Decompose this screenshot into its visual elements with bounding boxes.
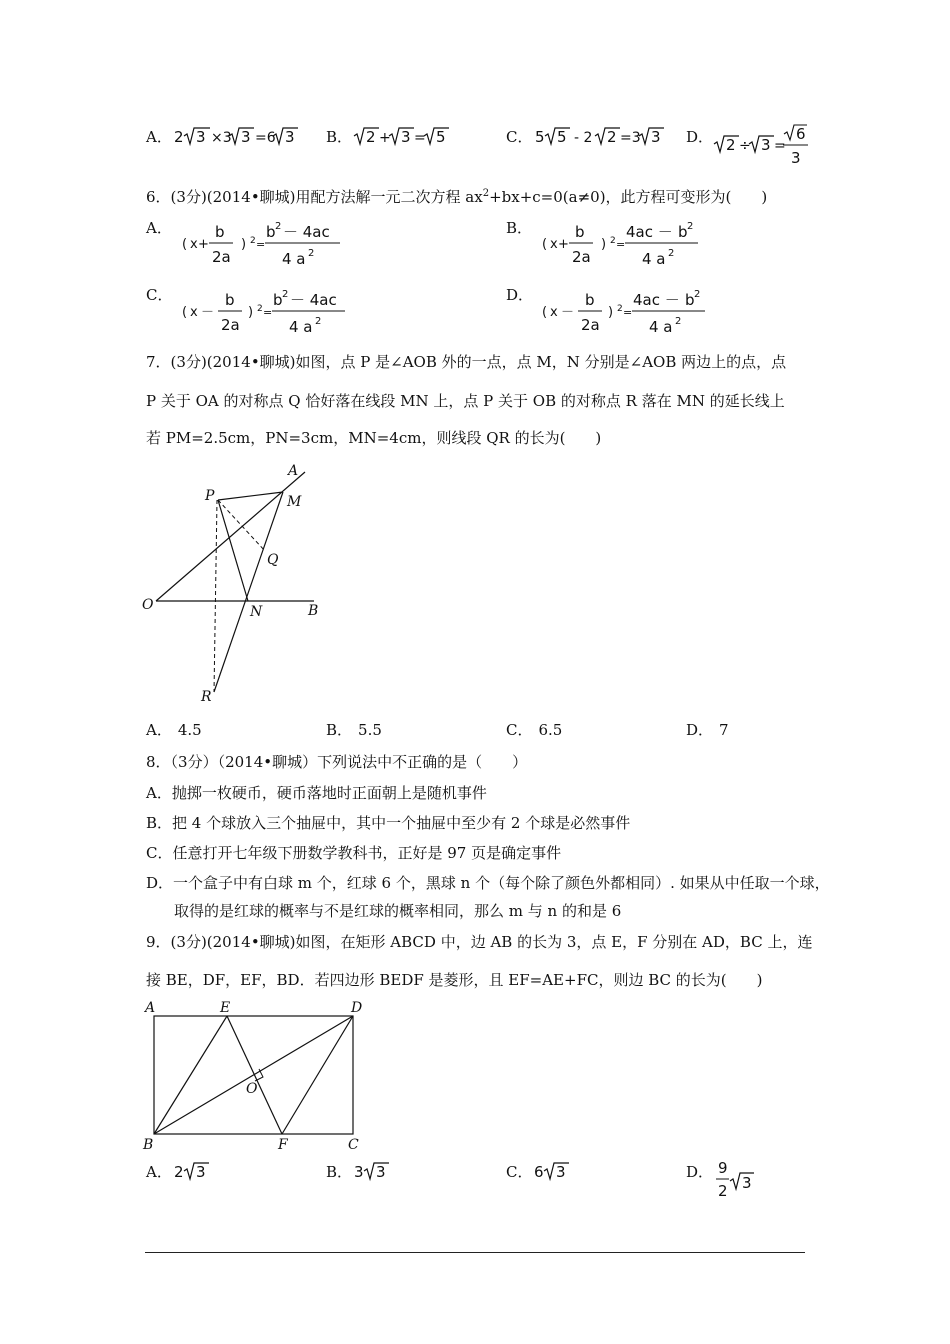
q7-option-a-value: 4.5 <box>177 721 202 739</box>
svg-text:x: x <box>190 237 198 252</box>
q9-diagonal-bd <box>154 1016 353 1134</box>
q8-option-c[interactable] <box>146 843 561 863</box>
svg-text:6: 6 <box>796 125 806 143</box>
svg-text:3: 3 <box>376 1163 386 1181</box>
q7-option-b[interactable] <box>326 720 382 740</box>
svg-text:2a: 2a <box>581 316 600 334</box>
svg-text:5: 5 <box>557 128 567 146</box>
q8-option-d-label: D． <box>146 874 174 892</box>
footer-divider <box>145 1252 805 1253</box>
svg-text:3: 3 <box>285 128 295 146</box>
svg-text:b: b <box>225 291 235 309</box>
q9-option-c-label[interactable]: C． <box>506 1163 533 1181</box>
svg-text:x: x <box>550 305 558 320</box>
svg-text:+: + <box>379 130 391 146</box>
svg-text:2a: 2a <box>212 248 231 266</box>
svg-text:): ) <box>601 237 607 252</box>
svg-text:×3: ×3 <box>211 130 232 146</box>
q5-option-d-label[interactable]: D． <box>686 128 714 146</box>
svg-text:2: 2 <box>174 128 184 146</box>
q5-option-b-expr <box>352 122 452 152</box>
q6-option-a-label[interactable]: A． <box>146 219 172 237</box>
q9-segment-be <box>154 1016 227 1134</box>
svg-text:－: － <box>201 305 215 320</box>
svg-text:3: 3 <box>761 136 771 154</box>
q7-option-b-label: B． <box>326 721 353 739</box>
svg-text:÷: ÷ <box>739 138 751 154</box>
svg-text:=6: =6 <box>255 130 276 146</box>
q9-segment-ef <box>227 1016 282 1134</box>
q8-stem: 8．（3分）（2014•聊城）下列说法中不正确的是（ ） <box>146 753 528 771</box>
svg-text:=: = <box>623 306 633 319</box>
svg-text:3: 3 <box>651 128 661 146</box>
svg-text:2: 2 <box>308 248 315 259</box>
svg-text:2: 2 <box>610 236 616 246</box>
svg-text:2: 2 <box>366 128 376 146</box>
q6-option-c-label[interactable]: C． <box>146 286 173 304</box>
q9-segment-df <box>282 1016 353 1134</box>
svg-text:2a: 2a <box>572 248 591 266</box>
svg-text:2: 2 <box>315 316 322 327</box>
q7-option-a-label: A． <box>146 721 172 739</box>
svg-text:2: 2 <box>607 128 617 146</box>
q9-label-b: B <box>143 1137 154 1153</box>
q7-option-d[interactable] <box>686 720 729 740</box>
svg-text:(: ( <box>542 305 548 320</box>
svg-text:2: 2 <box>282 289 289 300</box>
q7-stem-line3: 若 PM=2.5cm，PN=3cm，MN=4cm，则线段 QR 的长为( ) <box>146 429 602 447</box>
q9-option-d-label[interactable]: D． <box>686 1163 714 1181</box>
q8-option-a[interactable] <box>146 783 487 803</box>
svg-text:x: x <box>190 305 198 320</box>
q9-label-c: C <box>348 1137 359 1153</box>
svg-text:2: 2 <box>687 221 694 232</box>
svg-text:=: = <box>263 306 273 319</box>
svg-text:- 2: - 2 <box>574 130 593 146</box>
q7-option-d-label: D． <box>686 721 714 739</box>
svg-text:b: b <box>585 291 595 309</box>
q7-stem-line1: 7．(3分)(2014•聊城)如图，点 P 是∠AOB 外的一点，点 M，N 分别是∠AOB 两边上的点，点 <box>146 353 787 371</box>
svg-text:(: ( <box>182 237 188 252</box>
q7-label-p: P <box>205 488 215 504</box>
q8-option-d[interactable] <box>146 873 830 893</box>
q7-figure <box>138 460 338 710</box>
svg-text:3: 3 <box>241 128 251 146</box>
q6-option-c-expr <box>180 280 355 342</box>
svg-text:=: = <box>414 130 426 146</box>
svg-text:5: 5 <box>535 128 545 146</box>
svg-text:+: + <box>198 237 209 252</box>
q8-option-c-label: C． <box>146 844 173 862</box>
q9-label-d: D <box>351 1000 363 1016</box>
q7-label-n: N <box>250 604 263 620</box>
svg-text:3: 3 <box>354 1163 364 1181</box>
q6-stem <box>146 184 767 207</box>
q7-label-o: O <box>142 597 154 613</box>
q9-stem-line1: 9．(3分)(2014•聊城)如图，在矩形 ABCD 中，边 AB 的长为 3，点 E，F 分别在 AD，BC 上，连 <box>146 933 813 951</box>
q7-option-c[interactable] <box>506 720 562 740</box>
svg-text:9: 9 <box>718 1159 728 1177</box>
svg-text:5: 5 <box>436 128 446 146</box>
svg-text:=3: =3 <box>620 130 641 146</box>
svg-text:(: ( <box>182 305 188 320</box>
svg-text:2: 2 <box>250 236 256 246</box>
svg-text:): ) <box>248 305 254 320</box>
q7-option-c-label: C． <box>506 721 533 739</box>
q9-label-e: E <box>220 1000 231 1016</box>
q7-label-b: B <box>308 603 319 619</box>
q7-label-m: M <box>287 494 302 510</box>
svg-text:2: 2 <box>726 136 736 154</box>
svg-text:－ 4ac: － 4ac <box>283 223 330 241</box>
svg-text:=: = <box>774 138 786 154</box>
svg-text:=: = <box>616 238 626 251</box>
q7-option-a[interactable] <box>146 720 202 740</box>
svg-text:2: 2 <box>174 1163 184 1181</box>
svg-text:－ 4ac: － 4ac <box>290 291 337 309</box>
q5-option-a-expr <box>172 122 302 152</box>
svg-text:b: b <box>678 223 688 241</box>
q8-option-c-text: 任意打开七年级下册数学教科书，正好是 97 页是确定事件 <box>172 844 562 862</box>
q7-label-a: A <box>288 463 299 479</box>
svg-text:－: － <box>561 305 575 320</box>
q8-option-d-text: 一个盒子中有白球 m 个，红球 6 个，黑球 n 个（每个除了颜色外都相同）. 如果从中任取一个球， <box>173 874 830 892</box>
svg-text:4ac －: 4ac － <box>626 223 673 241</box>
svg-text:b: b <box>575 223 585 241</box>
q5-option-b-label[interactable]: B． <box>326 128 353 146</box>
q8-option-d-continued: 取得的是红球的概率与不是红球的概率相同，那么 m 与 n 的和是 6 <box>174 902 622 920</box>
svg-text:3: 3 <box>556 1163 566 1181</box>
svg-text:2a: 2a <box>221 316 240 334</box>
q9-stem-line2: 接 BE，DF，EF，BD．若四边形 BEDF 是菱形，且 EF=AE+FC，则边 BC 的长为( ) <box>146 971 763 989</box>
svg-text:3: 3 <box>401 128 411 146</box>
q8-option-b-text: 把 4 个球放入三个抽屉中，其中一个抽屉中至少有 2 个球是必然事件 <box>172 814 631 832</box>
q9-option-a-label[interactable]: A． <box>146 1163 172 1181</box>
q6-option-a-expr <box>180 212 350 274</box>
svg-text:+: + <box>558 237 569 252</box>
q8-option-b[interactable] <box>146 813 630 833</box>
q9-option-d-expr <box>712 1155 772 1205</box>
svg-text:4 a: 4 a <box>289 318 313 336</box>
svg-text:x: x <box>550 237 558 252</box>
svg-text:=: = <box>256 238 266 251</box>
svg-text:b: b <box>215 223 225 241</box>
q9-option-b-label[interactable]: B． <box>326 1163 353 1181</box>
svg-text:(: ( <box>542 237 548 252</box>
q8-option-a-text: 抛掷一枚硬币，硬币落地时正面朝上是随机事件 <box>171 784 487 802</box>
q9-label-a: A <box>145 1000 156 1016</box>
q6-option-d-label[interactable]: D． <box>506 286 534 304</box>
svg-text:3: 3 <box>742 1174 752 1192</box>
svg-text:4 a: 4 a <box>642 250 666 268</box>
q7-stem-line2: P 关于 OA 的对称点 Q 恰好落在线段 MN 上，点 P 关于 OB 的对称点 R 落在 MN 的延长线上 <box>146 392 785 410</box>
svg-text:2: 2 <box>694 289 701 300</box>
q7-option-b-value: 5.5 <box>358 721 382 739</box>
q6-stem-part2: +bx+c=0(a≠0)，此方程可变形为( ) <box>489 188 768 206</box>
svg-text:2: 2 <box>617 304 623 314</box>
q7-option-c-value: 6.5 <box>538 721 563 739</box>
q7-label-r: R <box>201 689 212 705</box>
q5-option-d-expr <box>712 122 812 172</box>
q6-stem-part1: 6．(3分)(2014•聊城)用配方法解一元二次方程 ax <box>146 188 483 206</box>
q7-ray-oa <box>156 472 305 601</box>
q8-option-b-label: B． <box>146 814 173 832</box>
svg-text:): ) <box>241 237 247 252</box>
svg-text:2: 2 <box>718 1182 728 1200</box>
svg-text:6: 6 <box>534 1163 544 1181</box>
q6-option-d-expr <box>540 280 715 342</box>
svg-text:4 a: 4 a <box>282 250 306 268</box>
q6-option-b-expr <box>540 212 710 274</box>
q9-label-o: O <box>246 1081 258 1097</box>
svg-text:3: 3 <box>791 149 801 167</box>
q9-label-f: F <box>278 1137 288 1153</box>
q6-stem-sup: 2 <box>482 188 490 199</box>
svg-text:3: 3 <box>196 128 206 146</box>
q8-option-a-label: A． <box>146 784 172 802</box>
svg-text:): ) <box>608 305 614 320</box>
svg-text:3: 3 <box>196 1163 206 1181</box>
q9-option-a-expr <box>172 1157 222 1187</box>
svg-text:b: b <box>273 291 283 309</box>
svg-text:2: 2 <box>275 221 282 232</box>
q5-option-c-expr <box>533 122 663 152</box>
svg-text:4 a: 4 a <box>649 318 673 336</box>
svg-text:b: b <box>685 291 695 309</box>
q7-dashed-pr <box>214 500 217 692</box>
q6-option-b-label[interactable]: B． <box>506 219 533 237</box>
q5-option-a-label[interactable]: A． <box>146 128 172 146</box>
q7-label-q: Q <box>267 552 279 568</box>
svg-text:b: b <box>266 223 276 241</box>
q7-option-d-value: 7 <box>719 721 729 739</box>
svg-text:2: 2 <box>257 304 263 314</box>
svg-text:2: 2 <box>668 248 675 259</box>
q7-segment-pn <box>218 500 248 601</box>
q9-option-b-expr <box>352 1157 402 1187</box>
q9-option-c-expr <box>532 1157 582 1187</box>
q9-figure <box>140 998 380 1158</box>
svg-text:4ac －: 4ac － <box>633 291 680 309</box>
svg-text:2: 2 <box>675 316 682 327</box>
q5-option-c-label[interactable]: C． <box>506 128 533 146</box>
